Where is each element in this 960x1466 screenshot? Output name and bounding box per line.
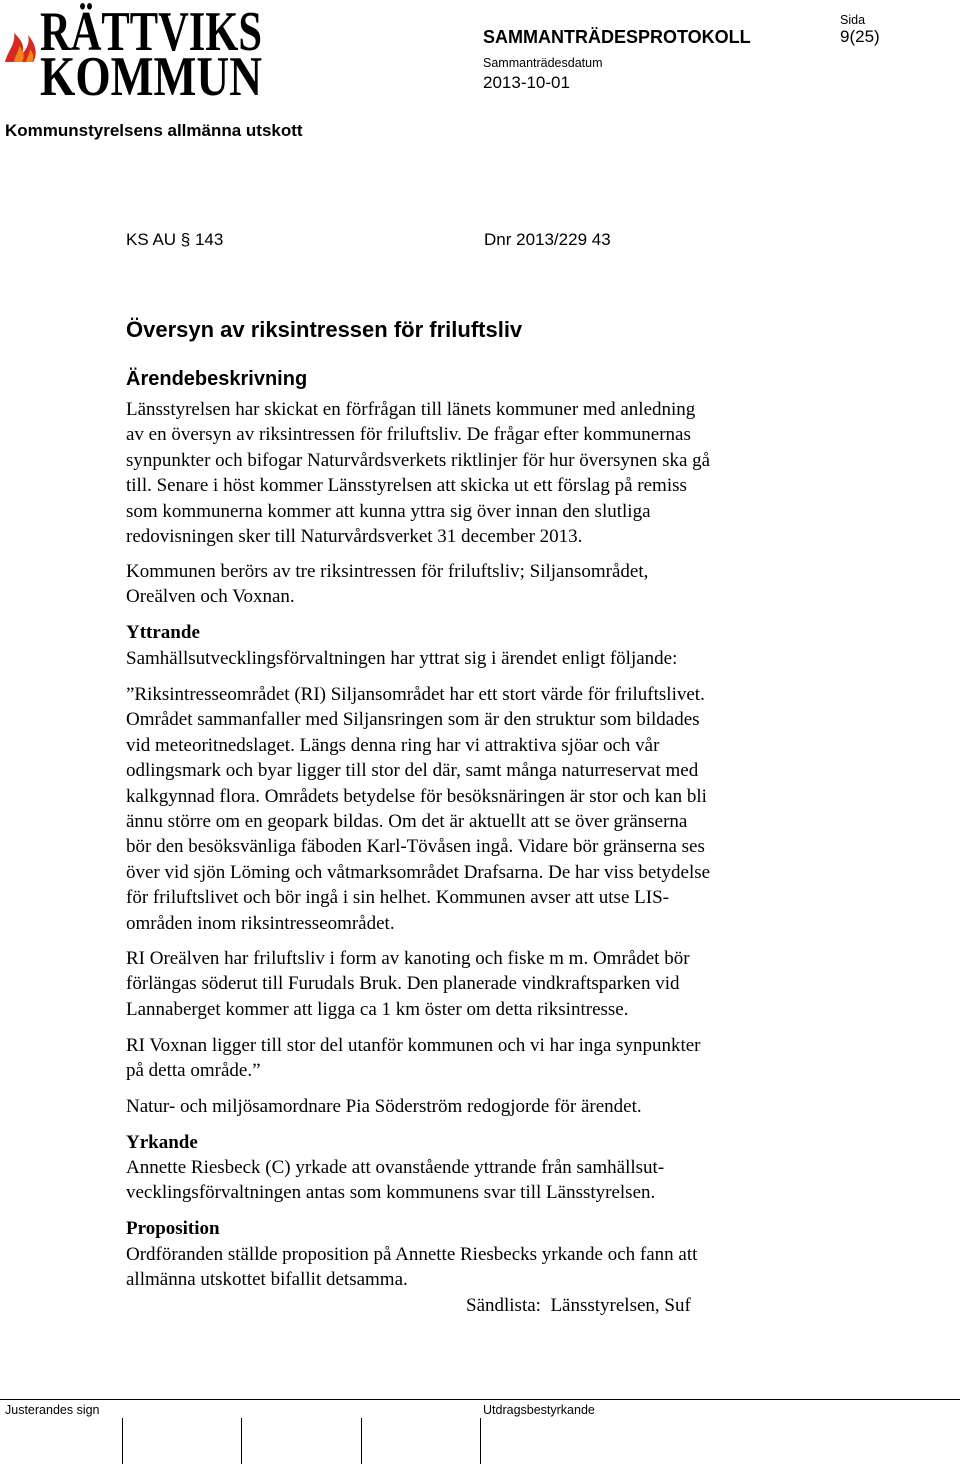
signature-box-divider bbox=[241, 1418, 242, 1464]
proposition-paragraph: Ordföranden ställde proposition på Annette Riesbecks yrkande och fann att allmänna utskottet bifallit detsamma. bbox=[126, 1244, 698, 1291]
riksintressen-paragraph: Kommunen berörs av tre riksintressen för friluftsliv; Siljansområdet, Oreälven och Voxnan. bbox=[126, 561, 649, 608]
page-label: Sida bbox=[840, 13, 866, 27]
yttrande-heading: Yttrande bbox=[126, 622, 200, 643]
meeting-date: 2013-10-01 bbox=[483, 73, 570, 92]
yttrande-voxnan-paragraph: RI Voxnan ligger till stor del utanför kommunen och vi har inga synpunkter på detta område.” bbox=[126, 1035, 701, 1082]
extract-certification-label: Utdragsbestyrkande bbox=[483, 1403, 595, 1417]
logo-line-1: RÄTTVIKS bbox=[40, 1, 262, 63]
footer-divider bbox=[0, 1399, 960, 1400]
yttrande-intro: Samhällsutvecklingsförvaltningen har yttrat sig i ärendet enligt följande: bbox=[126, 648, 678, 669]
signature-box-divider bbox=[480, 1418, 481, 1464]
rattviks-kommun-logo bbox=[0, 0, 270, 108]
page-number: 9(25) bbox=[840, 27, 880, 46]
page-title: Översyn av riksintressen för friluftsliv bbox=[126, 317, 523, 342]
committee-name: Kommunstyrelsens allmänna utskott bbox=[5, 121, 303, 140]
signature-box-divider bbox=[361, 1418, 362, 1464]
signature-box-divider bbox=[122, 1418, 123, 1464]
yttrande-siljan-paragraph: ”Riksintresseområdet (RI) Siljansområdet har ett stort värde för friluftslivet. Området sammanfaller med Siljansringen som är den struktur som bildades vid meteoritnedslaget. Längs denna ring har vi attraktiva sjöar och vår odlingsmark och byar ligger till stor del där, samt många naturreservat med kalkgynnad flora. Områdets betydelse för besöksnäringen är stor och kan bli ännu större om en geopark bildas. Om det är aktuellt att se över gränserna bör den besöksvänliga fäboden Karl-Tövåsen ingå. Vidare bör gränserna ses över vid sjön Löming och våtmarksområdet Drafsarna. De har viss betydelse för friluftslivet och bör ingå i sin helhet. Kommunen avser att utse LIS- områden inom riksintresseområdet. bbox=[126, 684, 711, 934]
distribution-list: Sändlista: Länsstyrelsen, Suf bbox=[466, 1295, 691, 1316]
paragraph-reference: KS AU § 143 bbox=[126, 230, 224, 249]
arende-paragraph: Länsstyrelsen har skickat en förfrågan till länets kommuner med anledning av en översyn av riksintressen för friluftsliv. De frågar efter kommunernas synpunkter och bifogar Naturvårdsverkets riktlinjer för hur översynen ska gå till. Senare i höst kommer Länsstyrelsen att skicka ut ett förslag på remiss som kommunerna kommer att kunna yttra sig över innan den slutliga redovisningen sker till Naturvårdsverket 31 december 2013. bbox=[126, 399, 711, 548]
document-type: SAMMANTRÄDESPROTOKOLL bbox=[483, 27, 751, 47]
redogorelse-paragraph: Natur- och miljösamordnare Pia Söderström redogjorde för ärendet. bbox=[126, 1096, 642, 1117]
diary-number: Dnr 2013/229 43 bbox=[484, 230, 611, 249]
yttrande-orealven-paragraph: RI Oreälven har friluftsliv i form av kanoting och fiske m m. Området bör förlängas söderut till Furudals Bruk. Den planerade vindkraftsparken vid Lannaberget kommer att ligga ca 1 km öster om detta riksintresse. bbox=[126, 948, 690, 1020]
yrkande-heading: Yrkande bbox=[126, 1132, 198, 1153]
meeting-date-label: Sammanträdesdatum bbox=[483, 56, 603, 70]
flame-emblem-icon bbox=[5, 33, 36, 62]
arende-heading: Ärendebeskrivning bbox=[126, 368, 308, 390]
proposition-heading: Proposition bbox=[126, 1218, 220, 1239]
logo-line-2: KOMMUN bbox=[40, 46, 262, 108]
signature-label: Justerandes sign bbox=[5, 1403, 100, 1417]
yrkande-paragraph: Annette Riesbeck (C) yrkade att ovanstående yttrande från samhällsut- vecklingsförvaltningen antas som kommunens svar till Länsstyrelsen. bbox=[126, 1157, 665, 1204]
